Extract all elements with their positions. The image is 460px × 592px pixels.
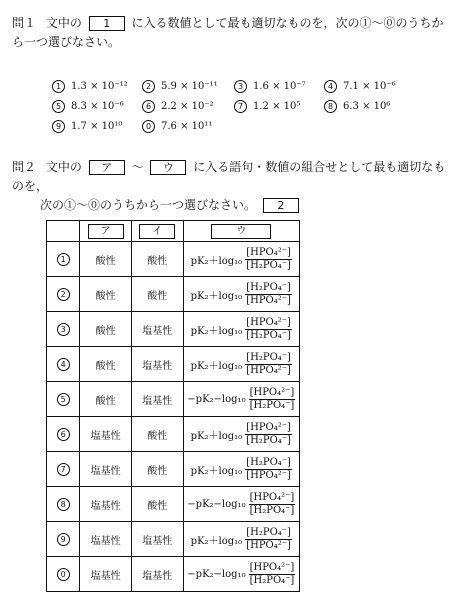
table-row[interactable] bbox=[47, 382, 300, 417]
table-row[interactable] bbox=[47, 277, 300, 312]
fraction-denominator: [HPO₄²⁻] bbox=[246, 364, 291, 376]
row-number: 8 bbox=[47, 487, 80, 522]
choice-value: 6.3 × 10⁶ bbox=[343, 101, 391, 112]
fraction-denominator: [H₂PO₄⁻] bbox=[249, 399, 295, 411]
table-row[interactable] bbox=[47, 417, 300, 452]
cell-a: 塩基性 bbox=[80, 522, 132, 557]
cell-u bbox=[183, 557, 299, 592]
choice-8[interactable] bbox=[324, 100, 390, 113]
fraction-numerator: [H₂PO₄⁻] bbox=[246, 281, 291, 293]
answer-box-u: ウ bbox=[150, 160, 186, 175]
formula-prefix: pK₂＋log₁₀ bbox=[190, 360, 243, 372]
row-number: 2 bbox=[47, 277, 80, 312]
table-row[interactable] bbox=[47, 487, 300, 522]
answer-box-2: 2 bbox=[263, 198, 299, 213]
formula-prefix: −pK₂−log₁₀ bbox=[187, 498, 246, 510]
cell-a: 酸性 bbox=[80, 382, 132, 417]
fraction-numerator: [H₂PO₄⁻] bbox=[246, 351, 291, 363]
header-a: ア bbox=[80, 221, 132, 242]
choice-value: 5.9 × 10⁻¹¹ bbox=[161, 81, 218, 92]
choice-6[interactable] bbox=[142, 100, 214, 113]
choice-1[interactable] bbox=[52, 80, 128, 93]
cell-i: 酸性 bbox=[131, 417, 183, 452]
cell-i: 酸性 bbox=[131, 452, 183, 487]
choice-value: 1.7 × 10¹⁰ bbox=[71, 121, 123, 132]
formula-prefix: pK₂＋log₁₀ bbox=[190, 430, 243, 442]
choice-number: 7 bbox=[234, 100, 247, 113]
fraction-denominator: [HPO₄²⁻] bbox=[246, 469, 291, 481]
question-1-text-before: 文中の bbox=[45, 16, 82, 30]
table-row[interactable] bbox=[47, 452, 300, 487]
cell-i: 塩基性 bbox=[131, 312, 183, 347]
fraction-denominator: [H₂PO₄⁻] bbox=[249, 574, 295, 586]
formula-prefix: pK₂＋log₁₀ bbox=[190, 465, 243, 477]
question-1-label: 問１ bbox=[12, 16, 37, 30]
formula-prefix: pK₂＋log₁₀ bbox=[190, 535, 243, 547]
cell-a: 塩基性 bbox=[80, 487, 132, 522]
cell-u bbox=[183, 277, 299, 312]
cell-a: 酸性 bbox=[80, 242, 132, 277]
fraction-numerator: [HPO₄²⁻] bbox=[249, 386, 295, 398]
fraction bbox=[249, 562, 296, 587]
cell-i: 酸性 bbox=[131, 487, 183, 522]
row-number: 4 bbox=[47, 347, 80, 382]
fraction-numerator: [HPO₄²⁻] bbox=[249, 561, 295, 573]
answer-box-a: ア bbox=[89, 160, 125, 175]
cell-i: 塩基性 bbox=[131, 382, 183, 417]
cell-u bbox=[183, 242, 299, 277]
choice-number: 8 bbox=[324, 100, 337, 113]
cell-a: 酸性 bbox=[80, 312, 132, 347]
choice-value: 2.2 × 10⁻² bbox=[161, 101, 214, 112]
fraction-numerator: [H₂PO₄⁻] bbox=[246, 456, 291, 468]
cell-a: 塩基性 bbox=[80, 452, 132, 487]
cell-u bbox=[183, 347, 299, 382]
choice-3[interactable] bbox=[234, 80, 306, 93]
fraction-denominator: [H₂PO₄⁻] bbox=[246, 329, 291, 341]
fraction-numerator: [HPO₄²⁻] bbox=[246, 421, 291, 433]
choice-number: 9 bbox=[52, 120, 65, 133]
fraction bbox=[249, 492, 296, 517]
fraction bbox=[245, 422, 292, 447]
table-row[interactable] bbox=[47, 242, 300, 277]
fraction-denominator: [H₂PO₄⁻] bbox=[249, 504, 295, 516]
choice-9[interactable] bbox=[52, 120, 122, 133]
cell-a: 酸性 bbox=[80, 277, 132, 312]
table-row[interactable] bbox=[47, 557, 300, 592]
row-number: 3 bbox=[47, 312, 80, 347]
row-number: 6 bbox=[47, 417, 80, 452]
row-number: 7 bbox=[47, 452, 80, 487]
fraction-numerator: [H₂PO₄⁻] bbox=[246, 526, 291, 538]
cell-i: 塩基性 bbox=[131, 347, 183, 382]
choice-number: 4 bbox=[324, 80, 337, 93]
cell-a: 酸性 bbox=[80, 347, 132, 382]
table-row[interactable] bbox=[47, 312, 300, 347]
choice-2[interactable] bbox=[142, 80, 218, 93]
fraction bbox=[249, 387, 296, 412]
table-header-row bbox=[47, 221, 300, 242]
question-2-text-after-1: に入る語句・数値の組合せとして最も適切なものを， bbox=[12, 160, 446, 193]
cell-u bbox=[183, 312, 299, 347]
cell-i: 塩基性 bbox=[131, 522, 183, 557]
cell-a: 塩基性 bbox=[80, 557, 132, 592]
cell-u bbox=[183, 522, 299, 557]
question-1 bbox=[12, 14, 452, 52]
cell-u bbox=[183, 452, 299, 487]
header-i: イ bbox=[131, 221, 183, 242]
choice-number: 0 bbox=[142, 120, 155, 133]
row-number: 1 bbox=[47, 242, 80, 277]
fraction-numerator: [HPO₄²⁻] bbox=[249, 491, 295, 503]
cell-i: 塩基性 bbox=[131, 557, 183, 592]
row-number: 9 bbox=[47, 522, 80, 557]
formula-prefix: pK₂＋log₁₀ bbox=[190, 325, 243, 337]
choice-number: 2 bbox=[142, 80, 155, 93]
fraction-numerator: [HPO₄²⁻] bbox=[246, 316, 291, 328]
fraction bbox=[245, 247, 292, 272]
choice-value: 8.3 × 10⁻⁶ bbox=[71, 101, 124, 112]
fraction-denominator: [H₂PO₄⁻] bbox=[246, 259, 291, 271]
question-2-text-before: 文中の bbox=[45, 160, 82, 174]
fraction bbox=[245, 457, 292, 482]
fraction-denominator: [HPO₄²⁻] bbox=[246, 294, 291, 306]
table-row[interactable] bbox=[47, 522, 300, 557]
fraction bbox=[245, 352, 292, 377]
header-u: ウ bbox=[183, 221, 299, 242]
question-2-text-after-2: 次の①～⓪のうちから一つ選びなさい。 bbox=[40, 198, 257, 212]
choice-number: 1 bbox=[52, 80, 65, 93]
header-empty bbox=[47, 221, 80, 242]
fraction-denominator: [H₂PO₄⁻] bbox=[246, 434, 291, 446]
choice-4[interactable] bbox=[324, 80, 396, 93]
choice-value: 1.3 × 10⁻¹² bbox=[71, 81, 128, 92]
cell-u bbox=[183, 487, 299, 522]
cell-u bbox=[183, 417, 299, 452]
choice-number: 6 bbox=[142, 100, 155, 113]
choice-7[interactable] bbox=[234, 100, 300, 113]
answer-box-1: 1 bbox=[89, 16, 125, 31]
cell-i: 酸性 bbox=[131, 277, 183, 312]
fraction bbox=[245, 317, 292, 342]
fraction-denominator: [HPO₄²⁻] bbox=[246, 539, 291, 551]
row-number: 5 bbox=[47, 382, 80, 417]
choice-value: 7.6 × 10¹¹ bbox=[161, 121, 213, 132]
cell-i: 酸性 bbox=[131, 242, 183, 277]
fraction bbox=[245, 282, 292, 307]
cell-a: 塩基性 bbox=[80, 417, 132, 452]
fraction-numerator: [HPO₄²⁻] bbox=[246, 246, 291, 258]
cell-u bbox=[183, 382, 299, 417]
tilde: ～ bbox=[131, 160, 144, 174]
fraction bbox=[245, 527, 292, 552]
formula-prefix: pK₂＋log₁₀ bbox=[190, 255, 243, 267]
question-1-text-after: に入る数値として最も適切なものを，次の①～⓪のうちから一つ選びなさい。 bbox=[12, 16, 444, 49]
choice-number: 3 bbox=[234, 80, 247, 93]
choice-number: 5 bbox=[52, 100, 65, 113]
choice-value: 1.6 × 10⁻⁷ bbox=[253, 81, 306, 92]
formula-prefix: −pK₂−log₁₀ bbox=[187, 393, 246, 405]
question-2-label: 問２ bbox=[12, 160, 37, 174]
answer-table bbox=[46, 220, 300, 592]
table-row[interactable] bbox=[47, 347, 300, 382]
choice-5[interactable] bbox=[52, 100, 124, 113]
choice-value: 7.1 × 10⁻⁶ bbox=[343, 81, 396, 92]
formula-prefix: −pK₂−log₁₀ bbox=[187, 568, 246, 580]
choice-value: 1.2 × 10⁵ bbox=[253, 101, 301, 112]
choice-0[interactable] bbox=[142, 120, 212, 133]
question-2 bbox=[12, 158, 452, 215]
row-number: 0 bbox=[47, 557, 80, 592]
formula-prefix: pK₂＋log₁₀ bbox=[190, 290, 243, 302]
